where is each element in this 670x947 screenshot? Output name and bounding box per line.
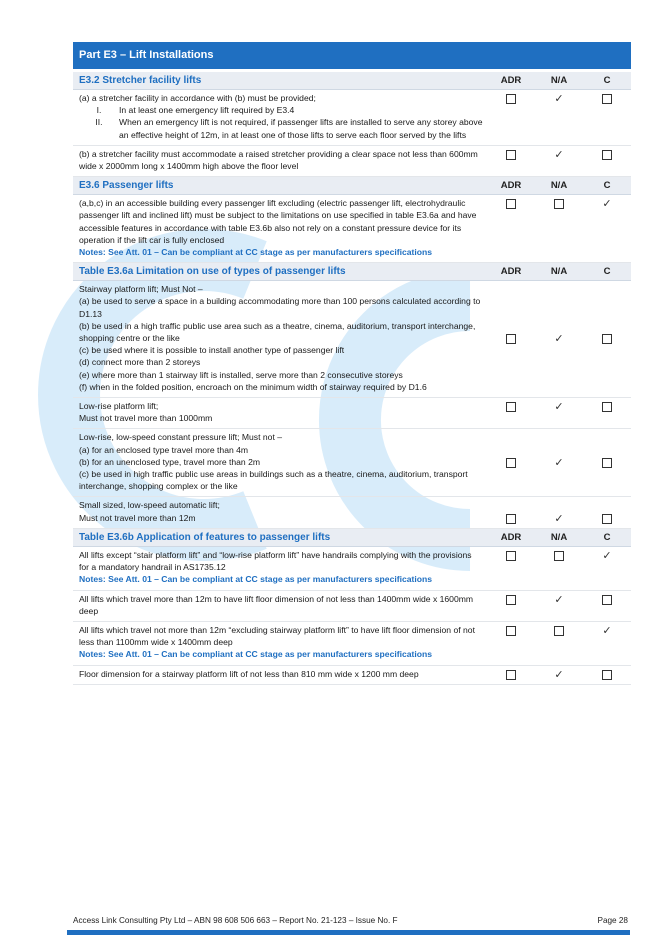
requirement-line: All lifts which travel not more than 12m “excluding stairway platform lift” to have lift floor dimension of not less than 1100mm wide x 1400mm deep [79, 624, 475, 648]
requirement-line: All lifts which travel more than 12m to have lift floor dimension of not less than 1400mm wide x 1600mm deep [79, 593, 474, 616]
requirement-line: Small sized, low-speed automatic lift; [79, 500, 220, 511]
status-cell-adr [487, 281, 535, 397]
checkbox-icon[interactable] [506, 199, 516, 209]
status-cell-adr [487, 622, 535, 665]
sub-item-text: In at least one emergency lift required by E3.4 [119, 105, 295, 116]
section-title: Table E3.6b Application of features to passenger lifts [79, 531, 331, 543]
status-cell-na [535, 497, 583, 527]
status-cell-c [583, 90, 631, 145]
status-cell-c [583, 666, 631, 684]
requirement-line: (c) be used where it is possible to install another type of passenger lift [79, 345, 345, 356]
sub-item [79, 104, 483, 116]
requirement-text [73, 90, 487, 145]
status-cell-adr [487, 398, 535, 428]
section [73, 529, 631, 685]
table-row [73, 591, 631, 622]
checkmark-icon: ✓ [554, 148, 564, 161]
checkbox-icon[interactable] [602, 402, 612, 412]
status-cell-na [535, 666, 583, 684]
column-header: C [603, 266, 611, 278]
status-cell-adr [487, 90, 535, 145]
column-header: N/A [550, 266, 568, 278]
compliance-note: Notes: See Att. 01 – Can be compliant at CC stage as per manufacturers specifications [79, 247, 433, 258]
status-cell-na [535, 398, 583, 428]
status-cell-adr [487, 429, 535, 496]
checkbox-icon[interactable] [602, 514, 612, 524]
section-title: E3.6 Passenger lifts [79, 180, 174, 192]
part-title: Part E3 – Lift Installations [73, 42, 631, 69]
checkbox-icon[interactable] [554, 626, 564, 636]
status-cell-na [535, 195, 583, 262]
compliance-note: Notes: See Att. 01 – Can be compliant at CC stage as per manufacturers specifications [79, 574, 433, 585]
column-header: ADR [500, 180, 522, 192]
checkmark-icon: ✓ [554, 512, 564, 525]
requirement-line: All lifts except “stair platform lift” and “low-rise platform lift” have handrails complying with the provisions for a mandatory handrail in AS1735.12 [79, 549, 472, 573]
section-header [73, 263, 631, 281]
checkbox-icon[interactable] [506, 551, 516, 561]
checkbox-icon[interactable] [506, 458, 516, 468]
status-cell-c [583, 281, 631, 397]
checkbox-icon[interactable] [506, 514, 516, 524]
checkmark-icon: ✓ [602, 624, 612, 637]
section-title: Table E3.6a Limitation on use of types of passenger lifts [79, 266, 346, 278]
requirement-line: (a) a stretcher facility in accordance with (b) must be provided; [79, 93, 316, 103]
checkbox-icon[interactable] [554, 551, 564, 561]
status-cell-adr [487, 146, 535, 176]
column-header: N/A [550, 180, 568, 192]
checkmark-icon: ✓ [554, 333, 564, 346]
checkmark-icon: ✓ [554, 93, 564, 105]
table-row [73, 497, 631, 528]
status-cell-na [535, 622, 583, 665]
table-row [73, 90, 631, 146]
table-row [73, 281, 631, 398]
checkbox-icon[interactable] [506, 150, 516, 160]
section-header [73, 529, 631, 547]
requirement-text [73, 398, 487, 428]
sub-item [79, 116, 483, 140]
column-header: C [603, 531, 611, 543]
requirement-text [73, 146, 487, 176]
status-cell-na [535, 429, 583, 496]
requirement-line: (b) for an unenclosed type, travel more than 2m [79, 456, 261, 467]
checkbox-icon[interactable] [602, 670, 612, 680]
checkbox-icon[interactable] [602, 595, 612, 605]
checkbox-icon[interactable] [506, 626, 516, 636]
column-header: ADR [500, 75, 522, 86]
requirement-text [73, 591, 487, 621]
status-cell-c [583, 146, 631, 176]
status-cell-c [583, 398, 631, 428]
footer-page-number: Page 28 [597, 916, 628, 925]
status-cell-na [535, 591, 583, 621]
status-cell-c [583, 195, 631, 262]
status-cell-na [535, 547, 583, 590]
requirement-line: Floor dimension for a stairway platform lift of not less than 810 mm wide x 1200 mm deep [79, 668, 419, 679]
table-row [73, 622, 631, 666]
table-row [73, 429, 631, 497]
checkbox-icon[interactable] [602, 334, 612, 344]
section-title: E3.2 Stretcher facility lifts [79, 75, 202, 86]
status-cell-na [535, 146, 583, 176]
checkbox-icon[interactable] [506, 94, 516, 104]
checkbox-icon[interactable] [506, 670, 516, 680]
checkbox-icon[interactable] [602, 458, 612, 468]
requirement-line: (a,b,c) in an accessible building every passenger lift excluding (electric passenger lift, electrohydraulic passenger lift and inclined lift) must be subject to the limitations on use specified in table E3.6a and have accessible features in accordance with table E3.6b also not rely on a constant pressure device for its operation if the lift car is fully enclosed [79, 198, 477, 245]
requirement-line: (b) be used in a high traffic public use area such as a theatre, cinema, auditorium, transport interchange, shopping centre or the like [79, 320, 476, 344]
checkbox-icon[interactable] [554, 199, 564, 209]
requirement-line: (e) where more than 1 stairway lift is installed, serve more than 2 consecutive storeys [79, 369, 403, 380]
column-header: C [603, 180, 611, 192]
table-row [73, 146, 631, 177]
requirement-line: Must not travel more than 12m [79, 512, 196, 523]
sections-container [73, 72, 631, 685]
checkmark-icon: ✓ [554, 456, 564, 469]
status-cell-adr [487, 195, 535, 262]
requirement-line: (b) a stretcher facility must accommodate a raised stretcher providing a clear space not less than 600mm wide x 2000mm long x 1400mm high above the floor level [79, 148, 478, 172]
requirement-text [73, 666, 487, 684]
status-cell-c [583, 497, 631, 527]
table-row [73, 666, 631, 685]
footer-company-info: Access Link Consulting Pty Ltd – ABN 98 608 506 663 – Report No. 21-123 – Issue No. F [73, 916, 398, 925]
column-header: N/A [550, 75, 568, 86]
table-row [73, 547, 631, 591]
column-header: ADR [500, 531, 522, 543]
requirement-line: (c) be used in high traffic public use areas in buildings such as a theatre, cinema, auditorium, transport interchange, shopping complex or the like [79, 469, 468, 492]
status-cell-c [583, 429, 631, 496]
requirement-line: Low-rise platform lift; [79, 401, 159, 412]
checkmark-icon: ✓ [554, 401, 564, 414]
checkbox-icon[interactable] [506, 595, 516, 605]
status-cell-c [583, 591, 631, 621]
status-cell-c [583, 622, 631, 665]
section-header [73, 72, 631, 90]
checkbox-icon[interactable] [602, 150, 612, 160]
checkmark-icon: ✓ [554, 593, 564, 606]
status-cell-adr [487, 666, 535, 684]
section [73, 72, 631, 177]
table-row [73, 398, 631, 429]
requirement-text [73, 622, 487, 665]
status-cell-adr [487, 497, 535, 527]
column-header: ADR [500, 266, 522, 278]
requirement-line: Must not travel more than 1000mm [79, 413, 213, 424]
sub-item-text: When an emergency lift is not required, if passenger lifts are installed to serve any storey above an effective height of 12m, in at least one of those lifts to serve each floor served by the lifts [119, 117, 483, 140]
requirement-line: (a) for an enclosed type travel more than 4m [79, 444, 249, 455]
checkbox-icon[interactable] [602, 94, 612, 104]
requirement-text [73, 195, 487, 262]
checkmark-icon: ✓ [554, 668, 564, 681]
checkmark-icon: ✓ [602, 549, 612, 562]
status-cell-adr [487, 547, 535, 590]
requirement-line: Stairway platform lift; Must Not – [79, 284, 203, 295]
sub-item-number: I. [96, 105, 102, 116]
requirement-line: (d) connect more than 2 storeys [79, 357, 201, 368]
sub-item-number: II. [95, 117, 103, 128]
document-page [73, 42, 631, 685]
footer-bar [67, 930, 630, 935]
page-footer [73, 916, 628, 925]
column-header: N/A [550, 531, 568, 543]
requirement-line: Low-rise, low-speed constant pressure lift; Must not – [79, 432, 282, 443]
requirement-text [73, 281, 487, 397]
status-cell-adr [487, 591, 535, 621]
section [73, 263, 631, 529]
requirement-text [73, 429, 487, 496]
section-header [73, 177, 631, 195]
requirement-line: (f) when in the folded position, encroach on the minimum width of stairway required by D1.6 [79, 381, 427, 392]
section [73, 177, 631, 263]
status-cell-c [583, 547, 631, 590]
checkbox-icon[interactable] [506, 402, 516, 412]
compliance-note: Notes: See Att. 01 – Can be compliant at CC stage as per manufacturers specifications [79, 649, 433, 660]
checkbox-icon[interactable] [506, 334, 516, 344]
status-cell-na [535, 281, 583, 397]
checkmark-icon: ✓ [602, 198, 612, 211]
requirement-text [73, 497, 487, 527]
requirement-line: (a) be used to serve a space in a building accommodating more than 100 persons calculated according to D1.13 [79, 296, 481, 319]
status-cell-na [535, 90, 583, 145]
column-header: C [603, 75, 611, 86]
table-row [73, 195, 631, 263]
requirement-text [73, 547, 487, 590]
